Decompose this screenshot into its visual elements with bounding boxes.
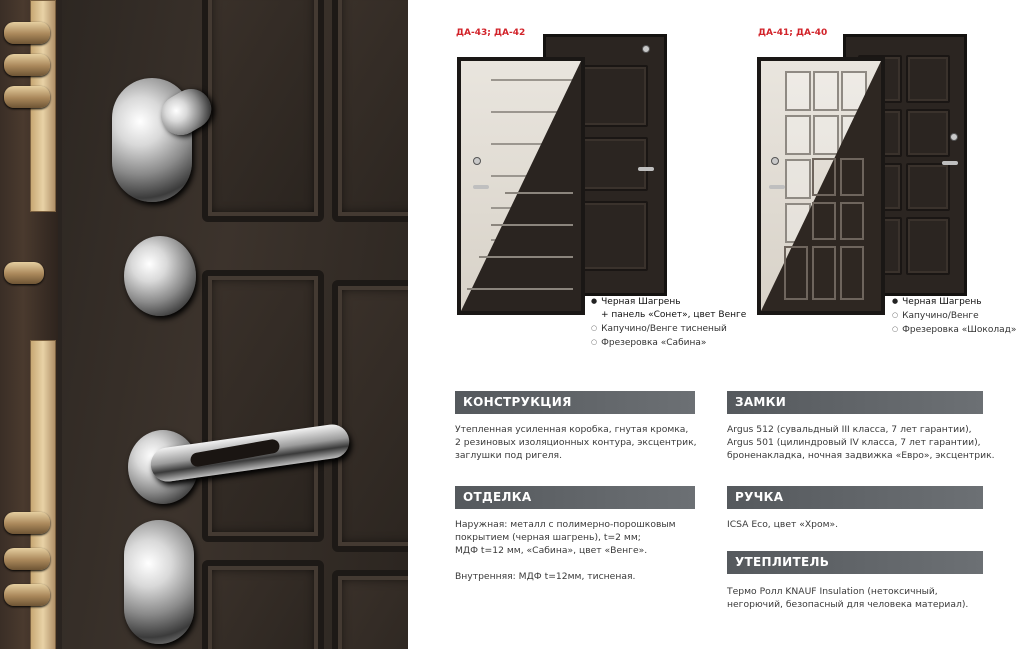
door-panel: [906, 217, 950, 275]
text-line: Наружная: металл с полимерно-порошковым: [455, 519, 676, 530]
door-handle-small: [638, 167, 654, 171]
door-leaf: [62, 0, 408, 649]
text-line: Утепленная усиленная коробка, гнутая кромка,: [455, 424, 689, 435]
door-closeup-photo: [0, 0, 408, 649]
section-title-locks: ЗАМКИ: [727, 391, 983, 414]
legend-item: + панель «Сонет», цвет Венге: [601, 310, 747, 320]
door-panel: [202, 560, 324, 649]
bolt: [4, 584, 50, 606]
legend-item: ● Черная Шагрень: [892, 295, 1016, 309]
text-line: Argus 512 (сувальдный III класса, 7 лет гарантии),: [727, 424, 972, 435]
bolt: [4, 262, 44, 284]
legend-item: ○ Капучино/Венге тисненый: [591, 322, 746, 336]
lock-cylinder: [771, 157, 779, 165]
bolt: [4, 548, 50, 570]
bolt: [4, 54, 50, 76]
lock-cylinder: [642, 45, 650, 53]
door-handle-small: [942, 161, 958, 165]
text-line: Термо Ролл KNAUF Insulation (нетоксичный,: [727, 586, 938, 597]
door-b-legend: [892, 295, 1016, 337]
text-line: МДФ t=12 мм, «Сабина», цвет «Венге».: [455, 545, 648, 556]
bolt: [4, 86, 50, 108]
model-label-b: ДА-41; ДА-40: [758, 28, 828, 38]
section-body-handle: [727, 518, 997, 531]
text-line: 2 резиновых изоляционных контура, эксцентрик,: [455, 437, 697, 448]
door-handle-small: [769, 185, 785, 189]
text-line: Внутренняя: МДФ t=12мм, тисненая.: [455, 571, 636, 582]
door-panel: [332, 0, 408, 222]
door-panel: [332, 570, 408, 649]
legend-item: ○ Фрезеровка «Сабина»: [591, 336, 746, 350]
night-latch-knob: [124, 236, 196, 316]
door-panel: [906, 55, 950, 103]
door-panel: [906, 109, 950, 157]
door-panel: [332, 280, 408, 552]
lock-cylinder: [473, 157, 481, 165]
legend-item: ○ Капучино/Венге: [892, 309, 1016, 323]
door-a-legend: [591, 295, 746, 350]
section-title-handle: РУЧКА: [727, 486, 983, 509]
legend-item: ● Черная Шагрень: [591, 295, 746, 309]
text-line: [455, 557, 705, 570]
legend-item: ○ Фрезеровка «Шоколад»: [892, 323, 1016, 337]
model-label-a: ДА-43; ДА-42: [456, 28, 526, 38]
text-line: броненакладка, ночная задвижка «Евро», эксцентрик.: [727, 450, 995, 461]
door-panel: [202, 270, 324, 542]
door-handle-small: [473, 185, 489, 189]
lock-escutcheon-bottom: [124, 520, 194, 644]
door-a-inner-view: [457, 57, 585, 315]
section-title-construction: КОНСТРУКЦИЯ: [455, 391, 695, 414]
door-panel: [906, 163, 950, 211]
door-b-inner-view: [757, 57, 885, 315]
text-line: покрытием (черная шагрень), t=2 мм;: [455, 532, 641, 543]
section-body-finish: [455, 518, 705, 583]
text-line: Argus 501 (цилиндровый IV класса, 7 лет гарантии),: [727, 437, 981, 448]
section-title-insulation: УТЕПЛИТЕЛЬ: [727, 551, 983, 574]
section-body-insulation: [727, 585, 997, 611]
section-body-construction: [455, 423, 705, 462]
section-title-finish: ОТДЕЛКА: [455, 486, 695, 509]
text-line: заглушки под ригеля.: [455, 450, 563, 461]
text-line: негорючий, безопасный для человека материал).: [727, 599, 969, 610]
section-body-locks: [727, 423, 997, 462]
text-line: ICSA Eco, цвет «Хром».: [727, 519, 839, 530]
door-panel: [202, 0, 324, 222]
lock-cylinder: [950, 133, 958, 141]
bolt: [4, 22, 50, 44]
bolt: [4, 512, 50, 534]
